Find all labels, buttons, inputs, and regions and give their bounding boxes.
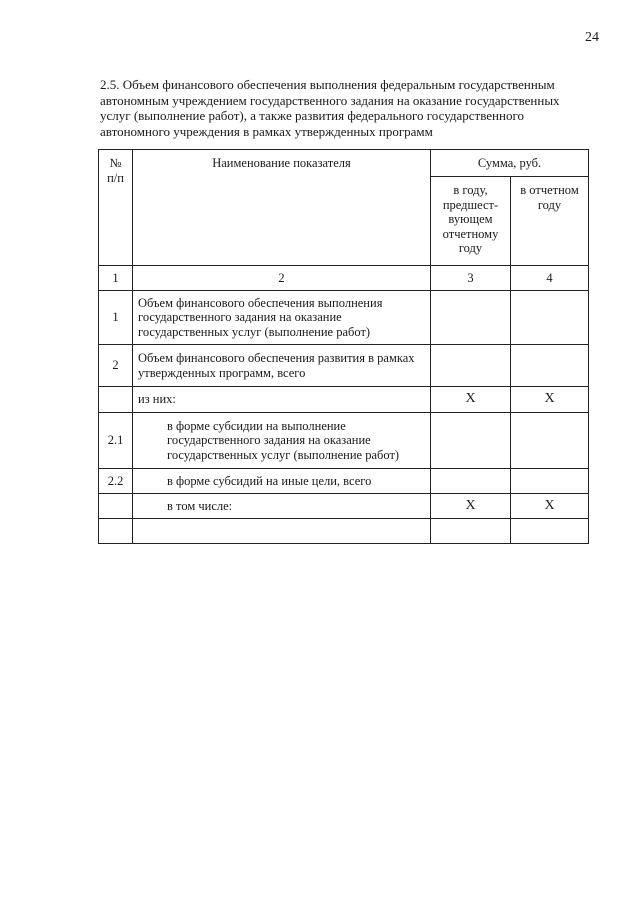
row-value-prev [431, 413, 511, 469]
table-row [99, 387, 589, 413]
row-value-current [511, 291, 589, 345]
header-sum: Сумма, руб. [431, 150, 589, 177]
table-row [99, 494, 589, 519]
row-name: в форме субсидии на выполнение государственного задания на оказание государственных услуг (выполнение работ) [133, 413, 431, 469]
row-name: в том числе: [133, 494, 431, 519]
row-number [99, 387, 133, 413]
row-value-prev: X [431, 387, 511, 413]
column-number: 2 [133, 266, 431, 291]
row-number: 2 [99, 345, 133, 387]
row-value-prev [431, 345, 511, 387]
column-number: 1 [99, 266, 133, 291]
financial-table [98, 149, 589, 544]
row-value-current: X [511, 387, 589, 413]
header-number: № п/п [99, 150, 133, 266]
row-number: 2.2 [99, 469, 133, 494]
table-row [99, 519, 589, 544]
row-name: из них: [133, 387, 431, 413]
table-row [99, 345, 589, 387]
row-number: 1 [99, 291, 133, 345]
heading-line: автономного учреждения в рамках утвержденных программ [100, 123, 433, 139]
row-number [99, 519, 133, 544]
row-value-prev [431, 519, 511, 544]
column-number: 3 [431, 266, 511, 291]
row-name: в форме субсидий на иные цели, всего [133, 469, 431, 494]
row-name: Объем финансового обеспечения развития в рамках утвержденных программ, всего [133, 345, 431, 387]
heading-line: автономным учреждением государственного задания на оказание государственных [100, 92, 560, 108]
table-row [99, 291, 589, 345]
row-value-prev [431, 469, 511, 494]
row-value-current [511, 413, 589, 469]
heading-line: 2.5. Объем финансового обеспечения выполнения федеральным государственным [100, 77, 555, 92]
page-number: 24 [585, 30, 599, 45]
row-value-prev [431, 291, 511, 345]
row-name [133, 519, 431, 544]
table-row [99, 469, 589, 494]
header-current-year: в отчетном году [511, 177, 589, 266]
row-value-current: X [511, 494, 589, 519]
row-number: 2.1 [99, 413, 133, 469]
table-row [99, 413, 589, 469]
row-value-current [511, 345, 589, 387]
row-number [99, 494, 133, 519]
row-value-current [511, 469, 589, 494]
row-value-current [511, 519, 589, 544]
header-prev-year: в году, предшест- вующем отчетному году [431, 177, 511, 266]
row-name: Объем финансового обеспечения выполнения государственного задания на оказание государственных услуг (выполнение работ) [133, 291, 431, 345]
row-value-prev: X [431, 494, 511, 519]
column-number: 4 [511, 266, 589, 291]
heading-line: услуг (выполнение работ), а также развития федерального государственного [100, 108, 524, 123]
section-heading [100, 77, 570, 139]
header-name: Наименование показателя [133, 150, 431, 266]
